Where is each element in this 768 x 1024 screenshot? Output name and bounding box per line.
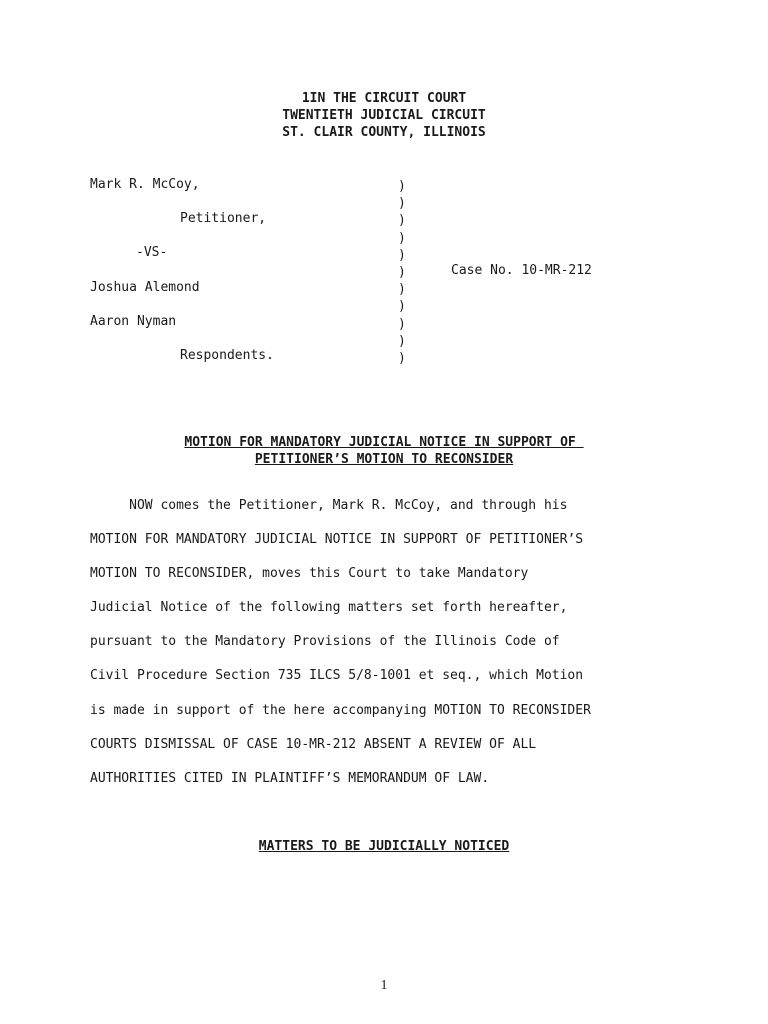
body-line: MOTION TO RECONSIDER, moves this Court to take Mandatory [90, 566, 529, 581]
caption-paren: ) [398, 299, 406, 315]
caption-paren: ) [398, 230, 406, 246]
caption-paren: ) [398, 213, 406, 229]
caption-paren: ) [398, 264, 406, 280]
caption-paren: ) [398, 196, 406, 212]
body-line: NOW comes the Petitioner, Mark R. McCoy, and through his [90, 498, 568, 513]
case-number: Case No. 10-MR-212 [451, 263, 592, 278]
caption-paren: ) [398, 247, 406, 263]
versus-label: -VS- [136, 245, 168, 260]
caption-paren: ) [398, 350, 406, 366]
court-heading-line-2: TWENTIETH JUDICIAL CIRCUIT [282, 108, 486, 123]
caption-paren: ) [398, 316, 406, 332]
caption-paren: ) [398, 333, 406, 349]
caption-paren: ) [398, 282, 406, 298]
respondent-2-name: Aaron Nyman [90, 314, 177, 329]
body-line: is made in support of the here accompanying MOTION TO RECONSIDER [90, 703, 591, 718]
court-heading-line-3: ST. CLAIR COUNTY, ILLINOIS [282, 125, 486, 140]
body-line: COURTS DISMISSAL OF CASE 10-MR-212 ABSENT A REVIEW OF ALL [90, 737, 537, 752]
respondent-1-name: Joshua Alemond [90, 280, 200, 295]
caption-paren-column [398, 178, 410, 367]
petitioner-role: Petitioner, [180, 211, 267, 226]
section-heading: MATTERS TO BE JUDICIALLY NOTICED [258, 839, 510, 854]
page-number: 1 [380, 978, 388, 993]
respondent-role: Respondents. [180, 348, 274, 363]
body-line: Civil Procedure Section 735 ILCS 5/8-1001 et seq., which Motion [90, 668, 584, 683]
petitioner-name: Mark R. McCoy, [90, 177, 200, 192]
caption-paren: ) [398, 179, 406, 194]
court-heading-line-1: 1IN THE CIRCUIT COURT [301, 91, 467, 106]
body-line: Judicial Notice of the following matters set forth hereafter, [90, 600, 568, 615]
motion-title-line-1: MOTION FOR MANDATORY JUDICIAL NOTICE IN SUPPORT OF [184, 435, 584, 450]
motion-title-line-2: PETITIONER’S MOTION TO RECONSIDER [254, 452, 514, 467]
body-line: AUTHORITIES CITED IN PLAINTIFF’S MEMORANDUM OF LAW. [90, 771, 490, 786]
body-line: MOTION FOR MANDATORY JUDICIAL NOTICE IN SUPPORT OF PETITIONER’S [90, 532, 584, 547]
body-line: pursuant to the Mandatory Provisions of the Illinois Code of [90, 634, 560, 649]
